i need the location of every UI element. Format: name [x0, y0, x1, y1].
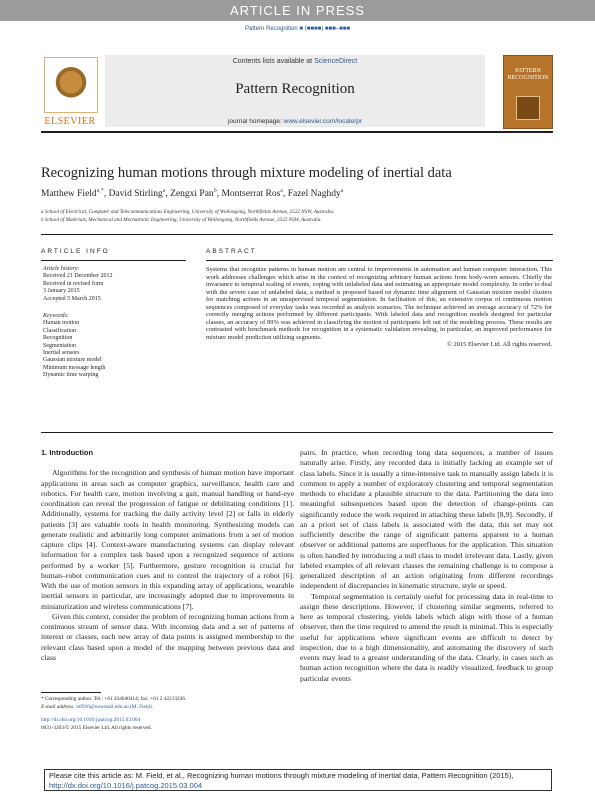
cover-title: PATTERN RECOGNITION	[507, 68, 549, 81]
publisher-logo-text: ELSEVIER	[44, 116, 96, 127]
homepage-link[interactable]: www.elsevier.com/locate/pr	[283, 118, 363, 125]
author-affiliation-mark[interactable]: a	[280, 188, 283, 194]
keyword: Inertial sensors	[43, 350, 80, 357]
citation-doi-link[interactable]: http://dx.doi.org/10.1016/j.patcog.2015.03.004	[49, 781, 203, 790]
affiliation-b: b School of Materials, Mechanical and Mechatronic Engineering, University of Wollongong, Northfields Avenue, 2522 NSW, Australia.	[41, 217, 322, 223]
journal-reference[interactable]: Pattern Recognition ■ (■■■■) ■■■–■■■	[245, 26, 350, 32]
keyword: Segmentation	[43, 342, 76, 349]
history-item: Received in revised form	[43, 280, 104, 287]
article-info-divider	[41, 260, 186, 261]
abstract-divider	[206, 260, 553, 261]
citation-text: Please cite this article as: M. Field, et al., Recognizing human motions through mixture modeling of inertial data, Pattern Recognition (2015),	[49, 771, 514, 780]
contents-prefix: Contents lists available at	[232, 58, 315, 65]
history-item: Accepted 5 March 2015	[43, 295, 101, 302]
journal-masthead	[41, 55, 553, 127]
article-in-press-banner	[0, 0, 595, 21]
author-name: Montserrat Ros	[221, 189, 281, 200]
abstract-text: Systems that recognize patterns in human motion are central to improvements in automation and human computer interaction. This work addresses challenges which arise in the context of recognizing arbitrary human actions from body-worn sensors. Chiefly the invariance to temporal scaling of events, coping with unlabeled data and estimating an appropriate model complexity. In order to deal with the severe case of unlabeled data, a method is proposed based on dynamic time alignment of Gaussian mixture model clusters for matching actions in an unsupervised temporal segmentation. In facilitation of this, an extensive corpus of continuous motion sequences composed of everyday tasks was recorded as analysis scenarios. The technique achieved an average accuracy of 72% for correctly merging actions performed by different participants. With labeled data and recognition models designed for particular classes, an accuracy of 89% was achieved in classifying the motion of participants left out of the modeling process. These results are contrasted with benchmark methods for recognition in a systematic validation revealing, in particular, an improved performance for mixture model prediction utilizing segments.	[206, 266, 552, 341]
keyword: Gaussian mixture model	[43, 357, 102, 364]
author-name: Zengxi Pan	[170, 189, 214, 200]
citation-box	[44, 769, 552, 791]
affiliation-divider	[41, 234, 553, 235]
affiliation-a: a School of Electrical, Computer and Telecommunications Engineering, University of Wollongong, Northfields Avenue, 2522 NSW, Australia.	[41, 209, 335, 215]
abstract-bottom-divider	[41, 432, 553, 433]
keyword: Dynamic time warping	[43, 372, 99, 379]
history-item: Received 21 December 2012	[43, 273, 113, 280]
body-paragraph: pairs. In practice, when recording long data sequences, a number of issues naturally arise. Firstly, any recorded data is initially lacking an example set of class labels. Since it is usually a time-intensive task to manually assign labels it is common to apply a number of exploratory clustering and temporal segmentation methods to elucidate a plausible structure to the data. Partitioning the data into meaningful subsequences based upon the detection of change-points can significantly reduce the work required in attaching these labels [8,9]. Secondly, if an a priori set of class labels is associated with the data, this set may not sufficiently describe the range of significant patterns apparent to a human observer or additional patterns are superfluous for the application. This situation is often handled by introducing a null class to model irrelevant data. Lastly, given labeled examples of all relevant classes the remaining challenge is to compose a generalized description of an action originating from different recordings independent of discrepancies in kinematic structure, style or speed.	[300, 448, 553, 591]
journal-name: Pattern Recognition	[235, 81, 355, 97]
body-column-left	[41, 448, 294, 663]
journal-cover-image	[503, 55, 553, 129]
keyword: Human motion	[43, 320, 80, 327]
author-affiliation-mark[interactable]: b	[213, 188, 217, 194]
keyword: Classification	[43, 327, 76, 334]
cover-emblem-icon	[516, 96, 540, 120]
body-paragraph: Algorithms for the recognition and synthesis of human motion have important applications in areas such as computer graphics, surveillance, health care and robotics. For health care, motion involving a gait, manual handling or hand-eye coordination can reveal the progression of fatigue or debilitating conditions [1]. Additionally, systems for tracking the daily activity level [2] or falls in elderly patients [3] are valuable tools in health monitoring. Synthesizing models can generate realistic and arbitrarily long computer animations from a set of motion capture clips [4]. Context-aware manufacturing systems can display relevant information for a complex task based upon a recognized sequence of actions performed by a worker [5]. Furthermore, gesture recognition is crucial for human–robot communication cues and to control the trajectory of a robot [6]. With the use of motion sensors in this expanding array of applications, wearable inertial sensors in particular, are increasingly adopted due to improvements in miniaturization and wireless communications [7].	[41, 468, 294, 611]
elsevier-tree-icon	[44, 57, 98, 113]
body-column-right	[300, 448, 553, 684]
keyword: Minimum message length	[43, 364, 106, 371]
abstract-panel	[206, 266, 552, 349]
footnote-divider	[41, 692, 101, 693]
journal-header-box	[105, 55, 485, 127]
author-affiliation-mark[interactable]: a	[340, 188, 344, 194]
homepage-prefix: journal homepage:	[227, 118, 284, 125]
section-heading: 1. Introduction	[41, 448, 94, 457]
header-divider	[41, 131, 553, 133]
email-link[interactable]: mf910@uowmail.edu.au (M. Field).	[76, 703, 154, 710]
history-item: 3 January 2015	[43, 288, 80, 295]
banner-text: ARTICLE IN PRESS	[230, 3, 365, 18]
email-label: E-mail address:	[41, 703, 75, 710]
corresponding-author-note: * Corresponding author. Tel.: +61 434040414; fax: +61 2 42213236.	[41, 696, 187, 702]
article-title: Recognizing human motions through mixture modeling of inertial data	[41, 165, 452, 181]
abstract-heading: ABSTRACT	[206, 248, 257, 255]
email-line	[41, 704, 301, 712]
contents-line	[105, 58, 485, 65]
author-name: Matthew Field	[41, 189, 97, 200]
author-name: David Stirling	[108, 189, 163, 200]
article-info-heading: ARTICLE INFO	[41, 248, 110, 255]
keywords-block	[43, 313, 183, 380]
body-paragraph: Temporal segmentation is certainly useful for processing data in real-time to assign these descriptions. However, if clustering similar segments, referred to here as temporal clustering, yields labels which align with those of a human observer, then the time required to amend the result is minimal. This is especially useful for applications where significant events are difficult to detect by inspection, due to a high dimensionality, and automating the discovery of such events may lead to a greater understanding of the data. Clearly, in cases such as human action recognition where the data is readily visualized, feedback to group particular events	[300, 591, 553, 683]
elsevier-logo	[41, 55, 99, 127]
history-label: Article history:	[43, 266, 80, 272]
author-name: Fazel Naghdy	[287, 189, 341, 200]
footnotes	[41, 696, 301, 732]
sciencedirect-link[interactable]: ScienceDirect	[314, 58, 358, 65]
keywords-label: Keywords:	[43, 313, 69, 320]
author-list: Matthew Field$^{a,*}$, David Stirling$^a$, Zengxi Pan$^b$, Montserrat Ros$^a$, Fazel Naghdy$^a$	[41, 188, 344, 200]
author-affiliation-mark[interactable]: a,*	[96, 188, 104, 194]
doi-link[interactable]: http://dx.doi.org/10.1016/j.patcog.2015.03.004	[41, 717, 141, 723]
keyword: Recognition	[43, 335, 73, 342]
author-affiliation-mark[interactable]: a	[162, 188, 166, 194]
abstract-copyright: © 2015 Elsevier Ltd. All rights reserved.	[446, 341, 552, 349]
body-paragraph: Given this context, consider the problem of recognizing human actions from a continuous stream of sensor data. With incoming data and a set of patterns of interest or classes, each new array of data points is assigned membership to the relevant class based upon a model of the mapping between previous data and class	[41, 611, 294, 662]
journal-homepage	[105, 118, 485, 125]
article-info-panel	[43, 266, 183, 380]
issn-copyright: 0031-3203/© 2015 Elsevier Ltd. All rights reserved.	[41, 724, 152, 731]
